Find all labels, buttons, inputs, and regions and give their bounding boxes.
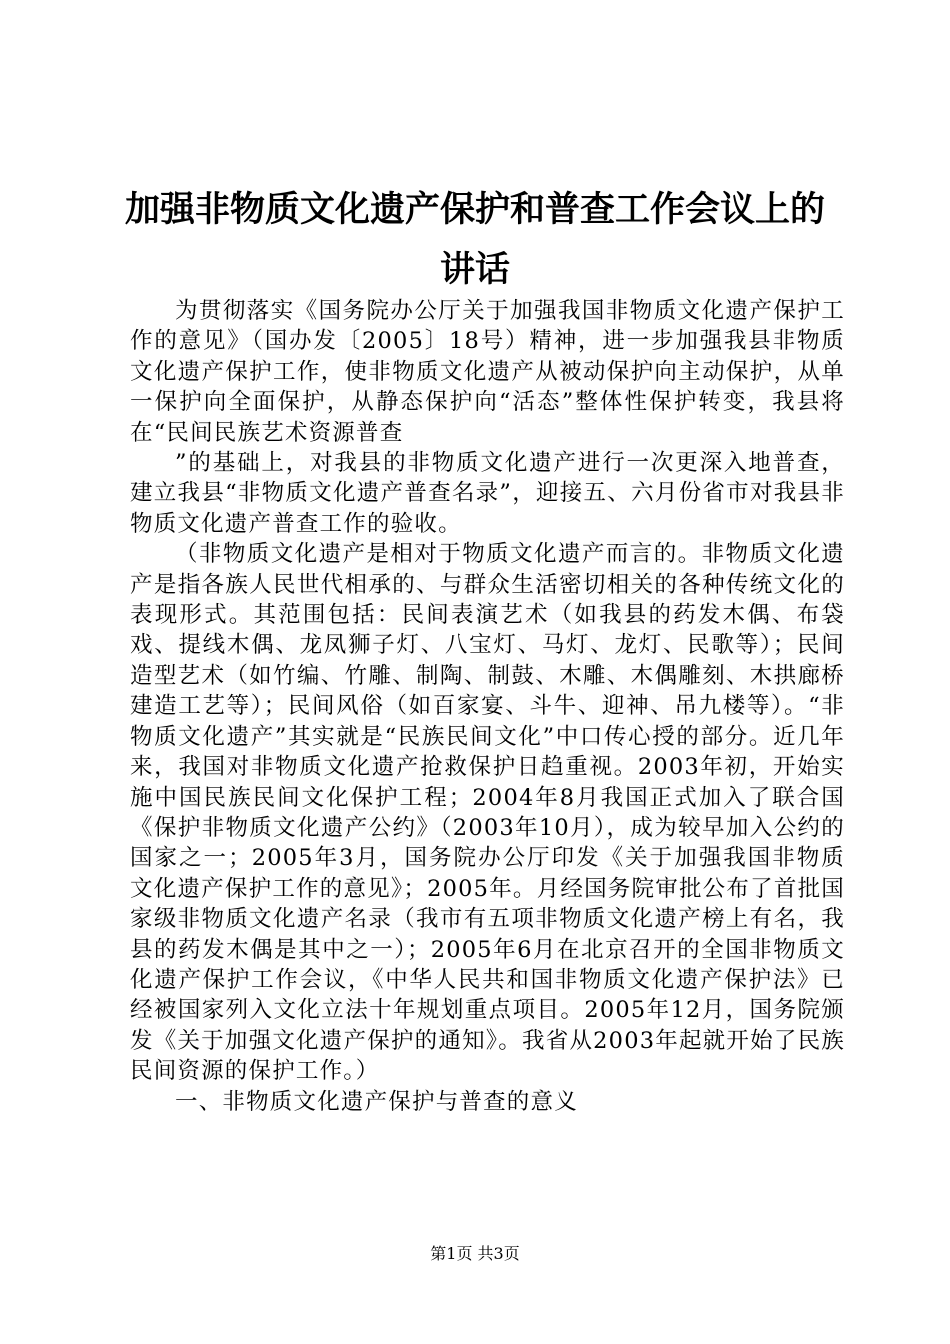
section-heading: 一、非物质文化遗产保护与普查的意义 — [175, 1088, 578, 1115]
document-title-line2: 讲话 — [439, 249, 510, 290]
page-number-footer: 第1页 共3页 — [430, 1244, 520, 1263]
paragraph-intro: 为贯彻落实《国务院办公厅关于加强我国非物质文化遗产保护工作的意见》（国办发〔2005〕18号）精神，进一步加强我县非物质文化遗产保护工作，使非物质文化遗产从被动保护向主动保护，从单一保护向全面保护，从静态保护向“活态”整体性保护转变，我县将在“民间民族艺术资源普查 — [130, 298, 845, 446]
paragraph-intro-continued: ”的基础上，对我县的非物质文化遗产进行一次更深入地普查，建立我县“非物质文化遗产普查名录”，迎接五、六月份省市对我县非物质文化遗产普查工作的验收。 — [130, 450, 845, 537]
document-title-line1: 加强非物质文化遗产保护和普查工作会议上的 — [124, 189, 825, 230]
paragraph-background: （非物质文化遗产是相对于物质文化遗产而言的。非物质文化遗产是指各族人民世代相承的、与群众生活密切相关的各种传统文化的表现形式。其范围包括：民间表演艺术（如我县的药发木偶、布袋戏、提线木偶、龙凤狮子灯、八宝灯、马灯、龙灯、民歌等）；民间造型艺术（如竹编、竹雕、制陶、制鼓、木雕、木偶雕刻、木拱廊桥建造工艺等）；民间风俗（如百家宴、斗牛、迎神、吊九楼等）。“非物质文化遗产”其实就是“民族民间文化”中口传心授的部分。近几年来，我国对非物质文化遗产抢救保护日趋重视。2003年初，开始实施中国民族民间文化保护工程；2004年8月我国正式加入了联合国《保护非物质文化遗产公约》（2003年10月），成为较早加入公约的国家之一；2005年3月，国务院办公厅印发《关于加强我国非物质文化遗产保护工作的意见》；2005年。月经国务院审批公布了首批国家级非物质文化遗产名录（我市有五项非物质文化遗产榜上有名，我县的药发木偶是其中之一）；2005年6月在北京召开的全国非物质文化遗产保护工作会议，《中华人民共和国非物质文化遗产保护法》已经被国家列入文化立法十年规划重点项目。2005年12月，国务院颁发《关于加强文化遗产保护的通知》。我省从2003年起就开始了民族民间资源的保护工作。） — [130, 541, 845, 1085]
document-body — [130, 296, 845, 1117]
